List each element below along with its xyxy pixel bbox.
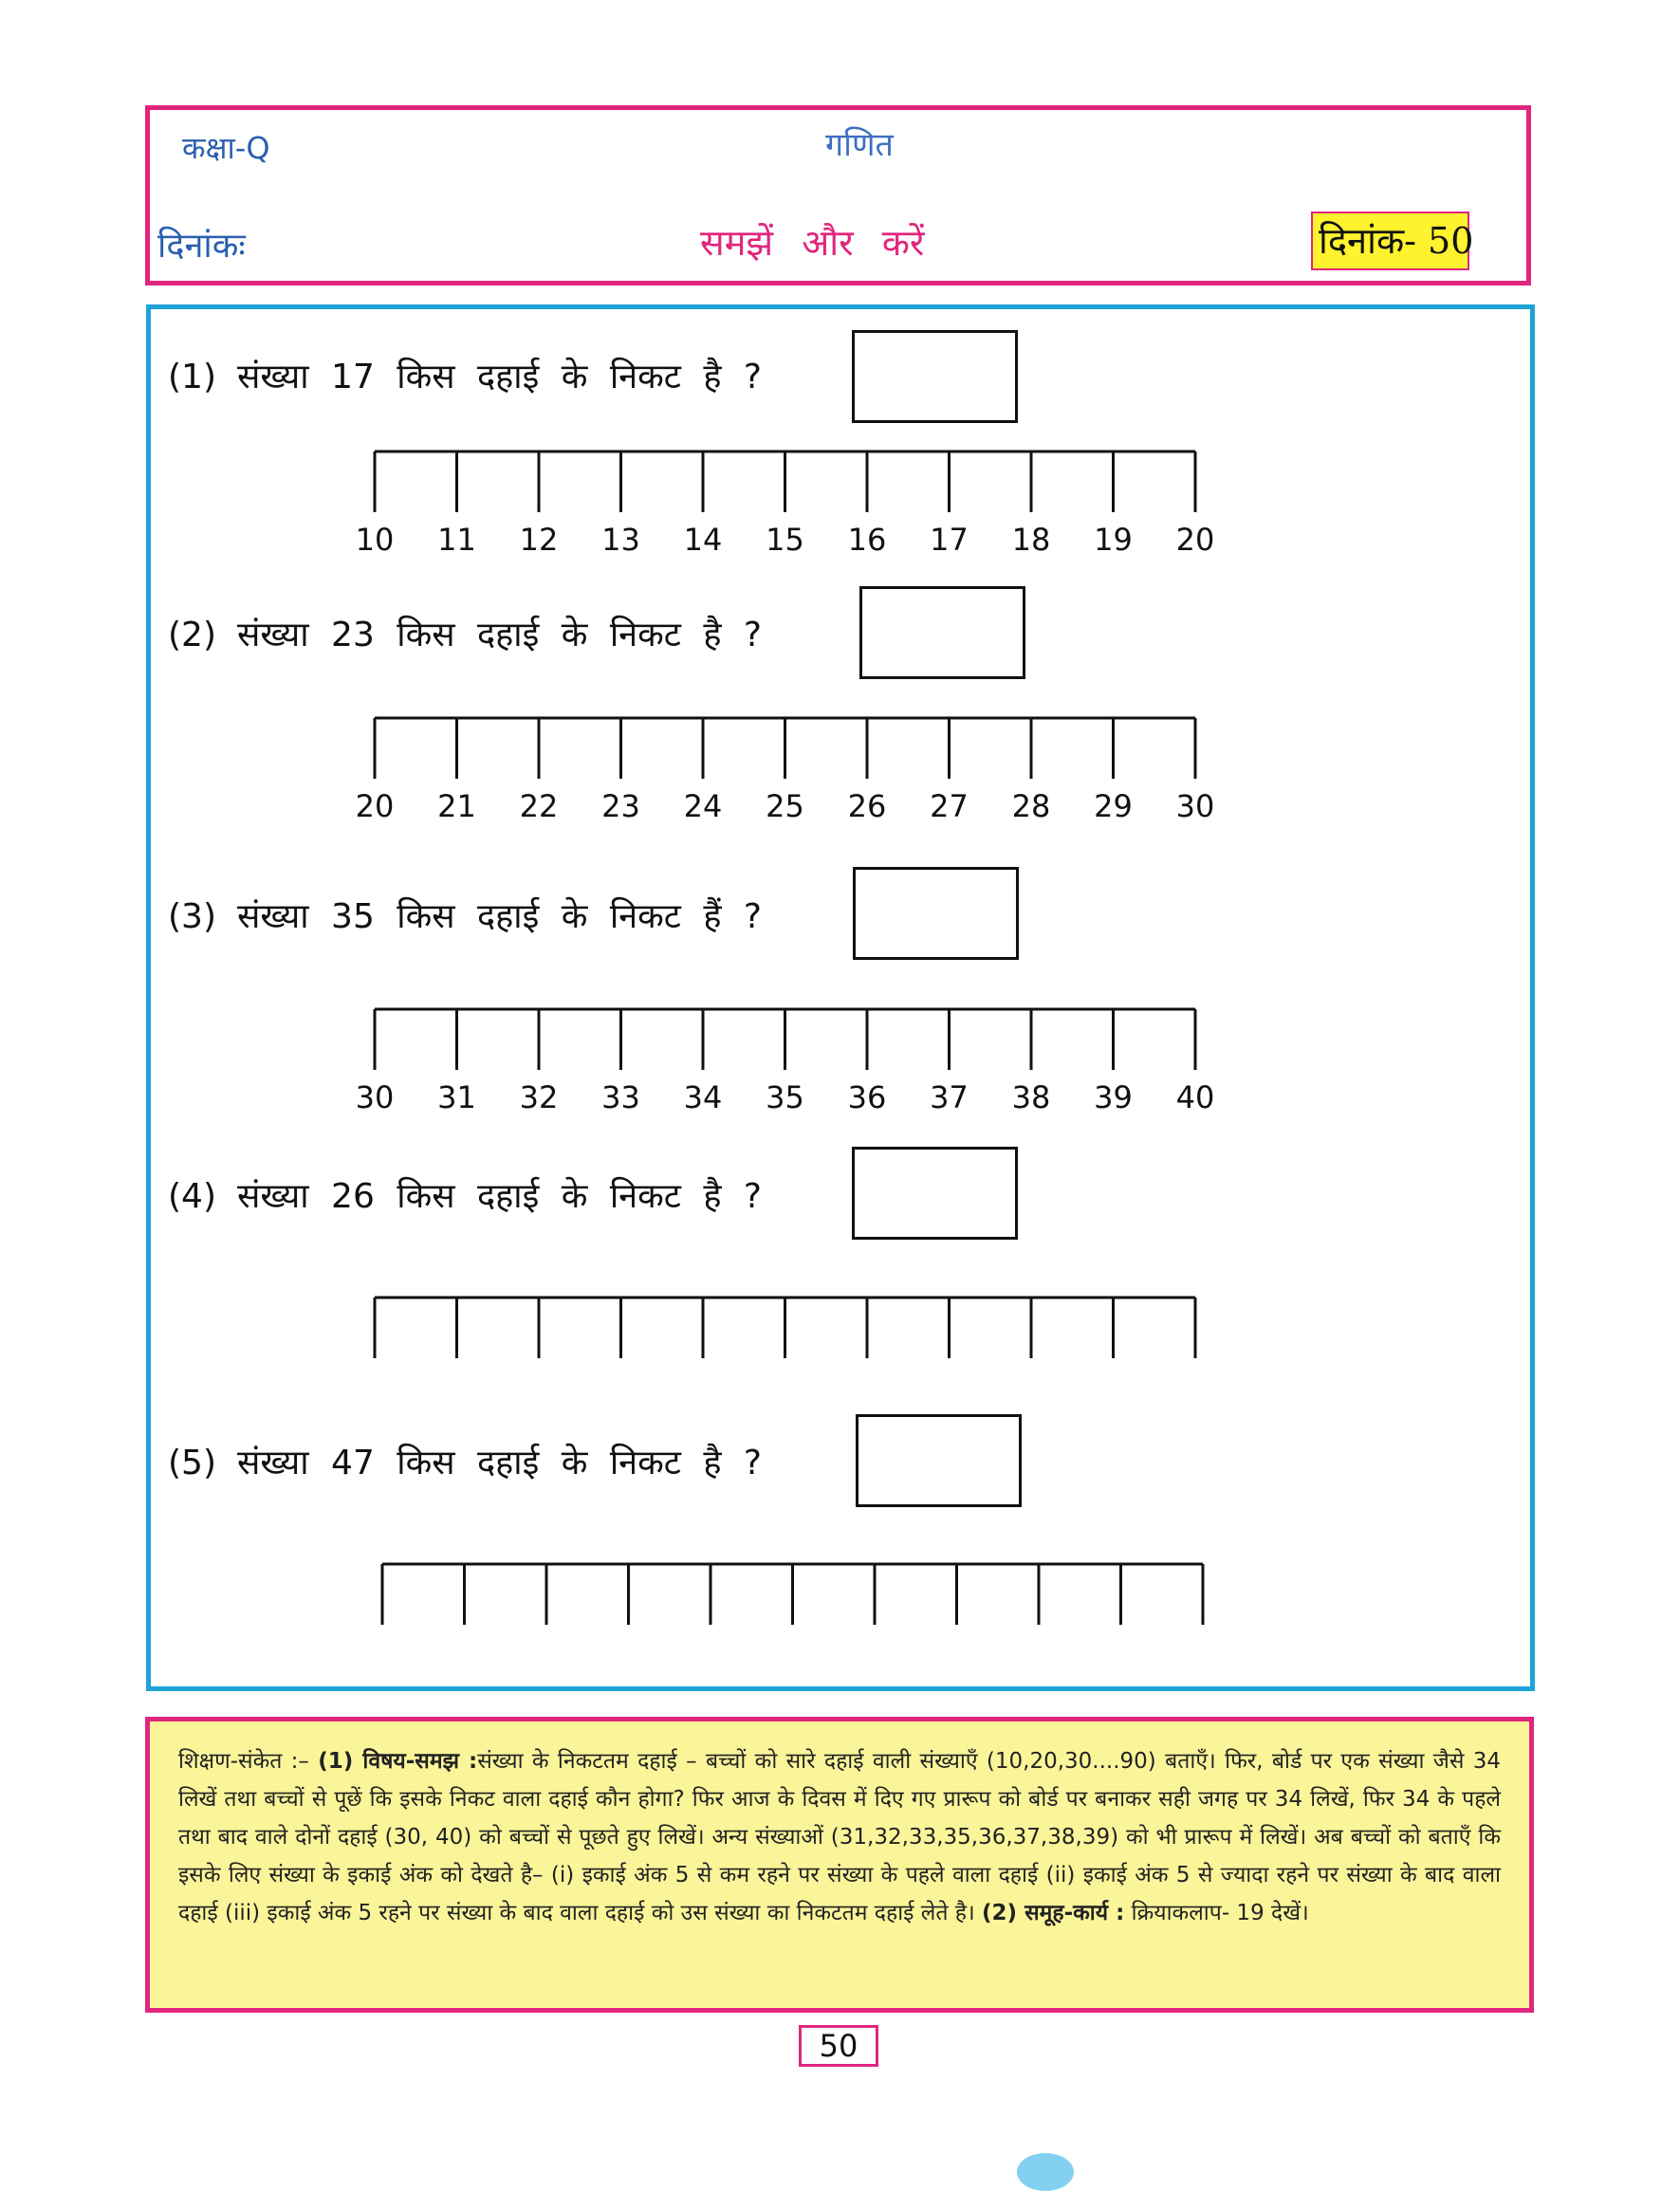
question-2 [168, 610, 762, 656]
question-number: (1) [168, 358, 216, 396]
class-label: कक्षा-Q [182, 130, 270, 166]
number-line-tick-label: 36 [847, 1079, 887, 1115]
number-line-tick-label: 17 [930, 522, 969, 558]
question-text: संख्या 23 किस दहाई के निकट है ? [237, 616, 763, 654]
question-text: संख्या 35 किस दहाई के निकट हैं ? [237, 897, 763, 936]
question-number: (2) [168, 616, 216, 654]
number-line-tick-label: 29 [1094, 788, 1133, 824]
number-line-tick-label: 25 [766, 788, 804, 824]
number-line-tick-label: 27 [930, 788, 969, 824]
number-line-tick-label: 26 [847, 788, 887, 824]
number-line-tick-label: 23 [601, 788, 640, 824]
teaching-note [145, 1717, 1534, 2013]
number-line-tick-label: 38 [1011, 1079, 1051, 1115]
question-number: (3) [168, 897, 216, 936]
header-box [145, 105, 1531, 285]
number-line-tick-label: 31 [437, 1079, 476, 1115]
number-line-2 [355, 710, 1233, 834]
number-line-tick-label: 30 [1175, 788, 1215, 824]
teaching-note-part1-heading: (1) विषय-समझ : [318, 1749, 478, 1774]
question-text: संख्या 17 किस दहाई के निकट है ? [237, 358, 763, 396]
number-line-tick-label: 19 [1094, 522, 1133, 558]
number-line-tick-label: 22 [519, 788, 559, 824]
teaching-note-part2-text: क्रियाकलाप- 19 देखें। [1131, 1901, 1309, 1925]
subject-title: गणित [825, 126, 894, 164]
number-line-tick-label: 18 [1011, 522, 1051, 558]
number-line-tick-label: 12 [519, 522, 559, 558]
number-line-tick-label: 20 [355, 788, 395, 824]
question-1 [168, 352, 762, 398]
date-label: दिनांकः [157, 227, 246, 266]
teaching-note-part1-text: संख्या के निकटतम दहाई – बच्चों को सारे दहाई वाली संख्याएँ (10,20,30....90) बताएँ। फिर, बोर्ड पर एक संख्या जैसे 34 लिखें तथा बच्चों से पूछें कि इसके निकट वाला दहाई कौन होगा? फिर आज के दिवस में दिए गए प्रारूप को बोर्ड पर बनाकर सही जगह पर 34 लिखें, फिर 34 के पहले तथा बाद वाले दोनों दहाई (30, 40) को बच्चों से पूछते हुए लिखें। अन्य संख्याओं (31,32,33,35,36,37,38,39) को भी प्रारूप में लिखें। अब बच्चों को बताएँ कि इसके लिए संख्या के इकाई अंक को देखते है– (i) इकाई अंक 5 से कम रहने पर संख्या के पहले वाला दहाई (ii) इकाई अंक 5 से ज्यादा रहने पर संख्या के बाद वाला दहाई (iii) इकाई अंक 5 रहने पर संख्या के बाद वाला दहाई को उस संख्या का निकटतम दहाई लेते है। [178, 1749, 1502, 1925]
number-line-tick-label: 14 [683, 522, 723, 558]
teaching-note-label: शिक्षण-संकेत :– [178, 1749, 309, 1774]
question-3 [168, 892, 762, 938]
number-line-tick-label: 28 [1011, 788, 1051, 824]
page-number: 50 [799, 2025, 878, 2067]
number-line-tick-label: 37 [930, 1079, 969, 1115]
answer-box-2[interactable] [859, 586, 1025, 679]
number-line-tick-label: 30 [355, 1079, 395, 1115]
number-line-tick-label: 13 [601, 522, 640, 558]
number-line-3 [355, 1002, 1233, 1125]
teaching-note-part2-heading: (2) समूह-कार्य : [982, 1901, 1125, 1925]
number-line-tick-label: 35 [766, 1079, 804, 1115]
number-line-tick-label: 16 [847, 522, 887, 558]
number-line-tick-label: 21 [437, 788, 476, 824]
question-number: (4) [168, 1177, 216, 1216]
day-badge: दिनांक- 50 [1311, 212, 1469, 270]
answer-box-5[interactable] [856, 1414, 1022, 1507]
number-line-tick-label: 39 [1094, 1079, 1133, 1115]
number-line-tick-label: 33 [601, 1079, 640, 1115]
question-number: (5) [168, 1444, 216, 1482]
number-line-tick-label: 24 [683, 788, 723, 824]
number-line-tick-label: 40 [1175, 1079, 1215, 1115]
number-line-tick-label: 20 [1175, 522, 1215, 558]
number-line-tick-label: 32 [519, 1079, 559, 1115]
number-line-tick-label: 10 [355, 522, 395, 558]
number-line-1 [355, 444, 1233, 567]
number-line-tick-label: 11 [437, 522, 476, 558]
answer-box-3[interactable] [853, 867, 1019, 960]
number-line-tick-label: 15 [766, 522, 804, 558]
question-text: संख्या 47 किस दहाई के निकट है ? [237, 1444, 763, 1482]
activity-title: समझें और करें [700, 222, 925, 264]
question-4 [168, 1171, 762, 1218]
answer-box-4[interactable] [852, 1147, 1018, 1240]
number-line-5 [368, 1556, 1241, 1680]
decorative-mark [1017, 2153, 1074, 2191]
answer-box-1[interactable] [852, 330, 1018, 423]
number-line-tick-label: 34 [683, 1079, 723, 1115]
question-5 [168, 1438, 762, 1484]
question-text: संख्या 26 किस दहाई के निकट है ? [237, 1177, 763, 1216]
number-line-4 [360, 1290, 1233, 1413]
